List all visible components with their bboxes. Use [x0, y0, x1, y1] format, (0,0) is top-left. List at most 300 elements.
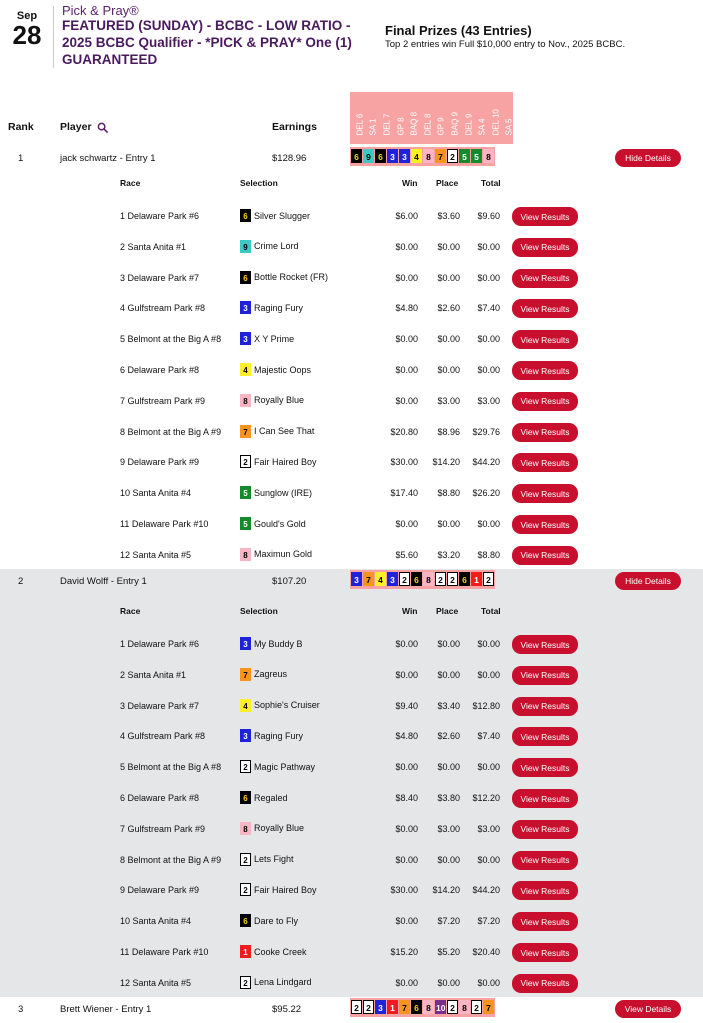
selection-chip: 6 [375, 149, 386, 163]
total-amount: $20.40 [472, 947, 500, 957]
place-amount: $3.20 [437, 549, 460, 560]
total-amount: $29.76 [472, 426, 500, 437]
hide-details-button[interactable]: Hide Details [615, 572, 681, 590]
view-results-button[interactable]: View Results [512, 238, 578, 257]
player-earnings: $128.96 [272, 153, 307, 164]
total-amount: $0.00 [477, 519, 500, 529]
player-rank: 2 [18, 576, 24, 587]
race-header-label: DEL 10 [491, 109, 501, 136]
race-name: 3 Delaware Park #7 [120, 700, 200, 711]
horse-name: Maximun Gold [254, 549, 313, 560]
race-column-headers [350, 92, 513, 144]
detail-row [0, 237, 703, 259]
player-row [0, 997, 703, 1023]
selection [240, 517, 306, 530]
win-amount: $0.00 [395, 272, 418, 283]
view-results-button[interactable]: View Results [512, 943, 578, 962]
player-earnings: $95.22 [272, 1004, 302, 1015]
horse-name: Lets Fight [254, 854, 294, 865]
detail-row [0, 634, 703, 656]
place-amount: $0.00 [437, 272, 460, 283]
selection-chip: 3 [399, 149, 410, 163]
place-amount: $0.00 [437, 977, 460, 988]
view-results-button[interactable]: View Results [512, 330, 578, 349]
selection [240, 301, 303, 314]
race-name: 1 Delaware Park #6 [120, 211, 200, 221]
race-name: 9 Delaware Park #9 [120, 885, 200, 896]
race-header-7 [432, 92, 446, 144]
race-name: 10 Santa Anita #4 [120, 916, 192, 927]
horse-name: Royally Blue [254, 395, 305, 406]
selection-chip: 3 [375, 1000, 386, 1014]
selection-chips [350, 570, 495, 589]
selection-chip: 1 [387, 1000, 398, 1014]
detail-header [112, 594, 584, 629]
win-amount: $30.00 [390, 885, 418, 896]
horse-name: Gould's Gold [254, 518, 306, 529]
total-amount: $0.00 [477, 854, 500, 865]
selection-number-chip: 8 [240, 394, 251, 407]
detail-row [0, 973, 703, 995]
win-amount: $8.40 [395, 793, 418, 803]
selection-chip: 8 [483, 149, 494, 163]
place-amount: $0.00 [437, 519, 460, 529]
race-name: 10 Santa Anita #4 [120, 488, 192, 499]
view-results-button[interactable]: View Results [512, 789, 578, 808]
selection-chips [350, 998, 495, 1017]
total-amount: $0.00 [477, 669, 500, 680]
win-amount: $0.00 [395, 977, 418, 988]
selection-number-chip: 3 [240, 301, 251, 314]
race-header-11 [486, 92, 500, 144]
selection-chip: 6 [351, 149, 362, 163]
player-row [0, 569, 703, 595]
win-amount: $0.00 [395, 334, 418, 345]
race-name: 11 Delaware Park #10 [120, 519, 209, 529]
horse-name: Dare to Fly [254, 915, 299, 926]
total-amount: $9.60 [477, 211, 500, 221]
contest-title: FEATURED (SUNDAY) - BCBC - LOW RATIO - 2025 BCBC Qualifier - *PICK & PRAY* One (1) GUARANTEED [62, 18, 352, 67]
selection-chip: 1 [471, 572, 482, 586]
contest-header [0, 0, 703, 80]
place-amount: $2.60 [437, 731, 460, 742]
place-amount: $3.00 [437, 395, 460, 406]
view-results-button[interactable]: View Results [512, 484, 578, 503]
selection-chip: 3 [387, 572, 398, 586]
total-amount: $26.20 [472, 488, 500, 499]
selection-number-chip: 1 [240, 945, 251, 958]
race-name: 7 Gulfstream Park #9 [120, 823, 206, 834]
place-amount: $3.60 [437, 211, 460, 221]
selection-number-chip: 6 [240, 209, 251, 222]
selection [240, 760, 315, 773]
view-details-button[interactable]: View Details [615, 1000, 681, 1018]
race-header-label: DEL 9 [464, 113, 474, 136]
horse-name: Zagreus [254, 669, 288, 680]
selection-chip: 2 [363, 1000, 374, 1014]
total-amount: $0.00 [477, 639, 500, 649]
selection-number-chip: 6 [240, 914, 251, 927]
player-name: Brett Wiener - Entry 1 [60, 1004, 152, 1015]
race-name: 4 Gulfstream Park #8 [120, 731, 206, 742]
horse-name: Raging Fury [254, 730, 304, 741]
place-amount: $3.40 [437, 700, 460, 711]
win-amount: $0.00 [395, 639, 418, 649]
contest-date [6, 10, 48, 48]
selection-chip: 8 [423, 149, 434, 163]
selection-chip: 5 [471, 149, 482, 163]
detail-header [112, 166, 584, 201]
detail-row [0, 514, 703, 536]
horse-name: Lena Lindgard [254, 977, 312, 988]
player-rank: 3 [18, 1004, 24, 1015]
detail-header-win: Win [402, 606, 418, 616]
race-header-label: SA 4 [477, 118, 487, 136]
player-rank: 1 [18, 153, 24, 164]
detail-row [0, 911, 703, 933]
selection-chips [350, 147, 495, 166]
selection [240, 668, 287, 681]
horse-name: Fair Haired Boy [254, 884, 317, 895]
detail-header-total: Total [481, 178, 501, 188]
prizes-block [385, 23, 625, 50]
horse-name: Silver Slugger [254, 210, 311, 221]
detail-row [0, 788, 703, 810]
win-amount: $0.00 [395, 395, 418, 406]
selection-number-chip: 7 [240, 425, 251, 438]
view-results-button[interactable]: View Results [512, 453, 578, 472]
selection-number-chip: 2 [240, 976, 251, 989]
win-amount: $4.80 [395, 731, 418, 742]
selection-chip: 3 [387, 149, 398, 163]
selection-number-chip: 2 [240, 883, 251, 896]
selection-chip: 8 [423, 1000, 434, 1014]
detail-row [0, 726, 703, 748]
hide-details-button[interactable]: Hide Details [615, 149, 681, 167]
detail-header-selection: Selection [240, 606, 278, 616]
view-results-button[interactable]: View Results [512, 515, 578, 534]
selection-chip: 4 [411, 149, 422, 163]
detail-row [0, 483, 703, 505]
player-column-label: Player [60, 121, 92, 133]
horse-name: Royally Blue [254, 823, 305, 834]
race-name: 6 Delaware Park #8 [120, 793, 200, 803]
selection-chip: 2 [399, 572, 410, 586]
race-name: 1 Delaware Park #6 [120, 639, 200, 649]
detail-header-win: Win [402, 178, 418, 188]
win-amount: $6.00 [395, 211, 418, 221]
selection-number-chip: 3 [240, 332, 251, 345]
selection [240, 791, 288, 804]
race-header-1 [350, 92, 364, 144]
race-header-label: SA 5 [504, 118, 514, 136]
place-amount: $0.00 [437, 241, 460, 252]
total-amount: $7.40 [477, 731, 500, 742]
view-results-button[interactable]: View Results [512, 269, 578, 288]
place-amount: $0.00 [437, 365, 460, 375]
selection [240, 853, 294, 866]
selection-number-chip: 9 [240, 240, 251, 253]
player-column-header [60, 121, 108, 133]
total-amount: $0.00 [477, 334, 500, 345]
place-amount: $7.20 [437, 916, 460, 927]
selection-chip: 5 [459, 149, 470, 163]
race-header-label: DEL 7 [382, 113, 392, 136]
date-month: Sep [16, 10, 38, 22]
view-results-button[interactable]: View Results [512, 820, 578, 839]
view-results-button[interactable]: View Results [512, 207, 578, 226]
detail-row [0, 665, 703, 687]
selection-number-chip: 4 [240, 363, 251, 376]
selection-chip: 6 [411, 572, 422, 586]
horse-name: Crime Lord [254, 241, 299, 252]
detail-row [0, 819, 703, 841]
detail-row [0, 298, 703, 320]
view-results-button[interactable]: View Results [512, 697, 578, 716]
race-name: 11 Delaware Park #10 [120, 947, 209, 957]
win-amount: $0.00 [395, 854, 418, 865]
selection-chip: 2 [483, 572, 494, 586]
selection-chip: 7 [483, 1000, 494, 1014]
total-amount: $7.20 [477, 916, 500, 927]
view-results-button[interactable]: View Results [512, 635, 578, 654]
win-amount: $0.00 [395, 823, 418, 834]
place-amount: $2.60 [437, 303, 460, 314]
selection-number-chip: 6 [240, 791, 251, 804]
place-amount: $0.00 [437, 639, 460, 649]
total-amount: $0.00 [477, 977, 500, 988]
selection-chip: 4 [375, 572, 386, 586]
selection [240, 425, 314, 438]
horse-name: Cooke Creek [254, 946, 307, 957]
horse-name: X Y Prime [254, 333, 295, 344]
total-amount: $0.00 [477, 272, 500, 283]
race-header-2 [364, 92, 378, 144]
selection [240, 332, 294, 345]
selection-number-chip: 3 [240, 729, 251, 742]
detail-row [0, 545, 703, 567]
race-name: 5 Belmont at the Big A #8 [120, 762, 222, 773]
selection-number-chip: 4 [240, 699, 251, 712]
race-header-12 [500, 92, 514, 144]
total-amount: $44.20 [472, 457, 500, 468]
race-name: 4 Gulfstream Park #8 [120, 303, 206, 314]
horse-name: Raging Fury [254, 302, 304, 313]
total-amount: $0.00 [477, 762, 500, 773]
horse-name: Majestic Oops [254, 364, 312, 375]
selection [240, 914, 298, 927]
win-amount: $20.80 [390, 426, 418, 437]
win-amount: $9.40 [395, 700, 418, 711]
prizes-subtitle: Top 2 entries win Full $10,000 entry to Nov., 2025 BCBC. [385, 39, 626, 50]
detail-header-place: Place [436, 606, 459, 616]
race-name: 2 Santa Anita #1 [120, 669, 187, 680]
header-divider [53, 6, 54, 68]
prizes-title: Final Prizes (43 Entries) [385, 23, 532, 38]
win-amount: $30.00 [390, 457, 418, 468]
total-amount: $12.20 [472, 793, 500, 803]
selection-chip: 2 [447, 1000, 458, 1014]
selection [240, 209, 310, 222]
detail-row [0, 757, 703, 779]
player-name: David Wolff - Entry 1 [60, 576, 147, 587]
earnings-column-header: Earnings [272, 121, 317, 133]
win-amount: $4.80 [395, 303, 418, 314]
race-header-label: GP 9 [436, 117, 446, 136]
selection-number-chip: 2 [240, 853, 251, 866]
selection-chip: 2 [351, 1000, 362, 1014]
selection [240, 945, 307, 958]
view-results-button[interactable]: View Results [512, 851, 578, 870]
horse-name: My Buddy B [254, 638, 303, 649]
win-amount: $0.00 [395, 916, 418, 927]
selection-chip: 7 [399, 1000, 410, 1014]
win-amount: $0.00 [395, 669, 418, 680]
win-amount: $0.00 [395, 241, 418, 252]
selection [240, 394, 304, 407]
selection-chip: 10 [435, 1000, 446, 1014]
total-amount: $0.00 [477, 365, 500, 375]
rank-column-header: Rank [8, 121, 34, 133]
horse-name: I Can See That [254, 426, 315, 437]
win-amount: $0.00 [395, 365, 418, 375]
selection-number-chip: 7 [240, 668, 251, 681]
view-results-button[interactable]: View Results [512, 912, 578, 931]
date-day: 28 [12, 20, 42, 50]
win-amount: $0.00 [395, 519, 418, 529]
view-results-button[interactable]: View Results [512, 758, 578, 777]
player-name: jack schwartz - Entry 1 [60, 153, 156, 164]
detail-row [0, 422, 703, 444]
view-results-button[interactable]: View Results [512, 727, 578, 746]
race-name: 2 Santa Anita #1 [120, 241, 187, 252]
selection-chip: 7 [363, 572, 374, 586]
place-amount: $14.20 [432, 885, 460, 896]
race-name: 12 Santa Anita #5 [120, 549, 192, 560]
selection-number-chip: 8 [240, 548, 251, 561]
race-name: 9 Delaware Park #9 [120, 457, 200, 468]
selection-chip: 8 [423, 572, 434, 586]
horse-name: Sophie's Cruiser [254, 700, 320, 711]
view-results-button[interactable]: View Results [512, 392, 578, 411]
selection-chip: 2 [447, 572, 458, 586]
selection [240, 822, 304, 835]
selection-number-chip: 8 [240, 822, 251, 835]
view-results-button[interactable]: View Results [512, 423, 578, 442]
selection [240, 363, 311, 376]
race-header-10 [472, 92, 486, 144]
race-header-label: GP 8 [396, 117, 406, 136]
place-amount: $0.00 [437, 334, 460, 345]
view-results-button[interactable]: View Results [512, 881, 578, 900]
detail-header-race: Race [120, 606, 141, 616]
detail-header-total: Total [481, 606, 501, 616]
detail-row [0, 452, 703, 474]
selection [240, 455, 317, 468]
detail-row [0, 360, 703, 382]
selection-chip: 8 [459, 1000, 470, 1014]
selection-number-chip: 6 [240, 271, 251, 284]
selection-chip: 6 [411, 1000, 422, 1014]
total-amount: $12.80 [472, 700, 500, 711]
horse-name: Fair Haired Boy [254, 456, 317, 467]
selection-chip: 6 [459, 572, 470, 586]
race-name: 12 Santa Anita #5 [120, 977, 192, 988]
race-header-3 [377, 92, 391, 144]
race-header-label: DEL 8 [423, 113, 433, 136]
place-amount: $0.00 [437, 669, 460, 680]
place-amount: $0.00 [437, 762, 460, 773]
selection-chip: 2 [435, 572, 446, 586]
horse-name: Regaled [254, 792, 288, 803]
race-name: 6 Delaware Park #8 [120, 365, 200, 375]
total-amount: $7.40 [477, 303, 500, 314]
selection-number-chip: 2 [240, 760, 251, 773]
selection [240, 637, 303, 650]
detail-row [0, 268, 703, 290]
detail-row [0, 206, 703, 228]
detail-row [0, 942, 703, 964]
total-amount: $3.00 [477, 395, 500, 406]
detail-header-selection: Selection [240, 178, 278, 188]
place-amount: $3.00 [437, 823, 460, 834]
selection-number-chip: 2 [240, 455, 251, 468]
detail-row [0, 696, 703, 718]
detail-row [0, 329, 703, 351]
selection [240, 883, 317, 896]
selection [240, 548, 312, 561]
race-header-9 [459, 92, 473, 144]
win-amount: $5.60 [395, 549, 418, 560]
selection [240, 976, 312, 989]
selection-chip: 9 [363, 149, 374, 163]
selection [240, 271, 328, 284]
place-amount: $8.96 [437, 426, 460, 437]
detail-header-race: Race [120, 178, 141, 188]
place-amount: $8.80 [437, 488, 460, 499]
win-amount: $0.00 [395, 762, 418, 773]
magnifier-icon[interactable] [97, 122, 108, 133]
selection [240, 486, 312, 499]
race-header-8 [445, 92, 459, 144]
view-results-button[interactable]: View Results [512, 299, 578, 318]
brand-name: Pick & Pray® [62, 3, 139, 18]
player-earnings: $107.20 [272, 576, 307, 587]
selection-chip: 2 [471, 1000, 482, 1014]
view-results-button[interactable]: View Results [512, 361, 578, 380]
horse-name: Magic Pathway [254, 761, 316, 772]
race-header-label: BAQ 9 [450, 111, 460, 136]
view-results-button[interactable]: View Results [512, 546, 578, 565]
total-amount: $8.80 [477, 549, 500, 560]
total-amount: $0.00 [477, 241, 500, 252]
view-results-button[interactable]: View Results [512, 666, 578, 685]
selection-chip: 2 [447, 149, 458, 163]
race-header-label: DEL 6 [355, 113, 365, 136]
race-name: 7 Gulfstream Park #9 [120, 395, 206, 406]
selection [240, 699, 320, 712]
win-amount: $15.20 [390, 947, 418, 957]
selection [240, 240, 299, 253]
win-amount: $17.40 [390, 488, 418, 499]
selection-chip: 7 [435, 149, 446, 163]
detail-row [0, 880, 703, 902]
detail-header-place: Place [436, 178, 459, 188]
selection-number-chip: 5 [240, 517, 251, 530]
detail-row [0, 850, 703, 872]
view-results-button[interactable]: View Results [512, 974, 578, 993]
total-amount: $44.20 [472, 885, 500, 896]
